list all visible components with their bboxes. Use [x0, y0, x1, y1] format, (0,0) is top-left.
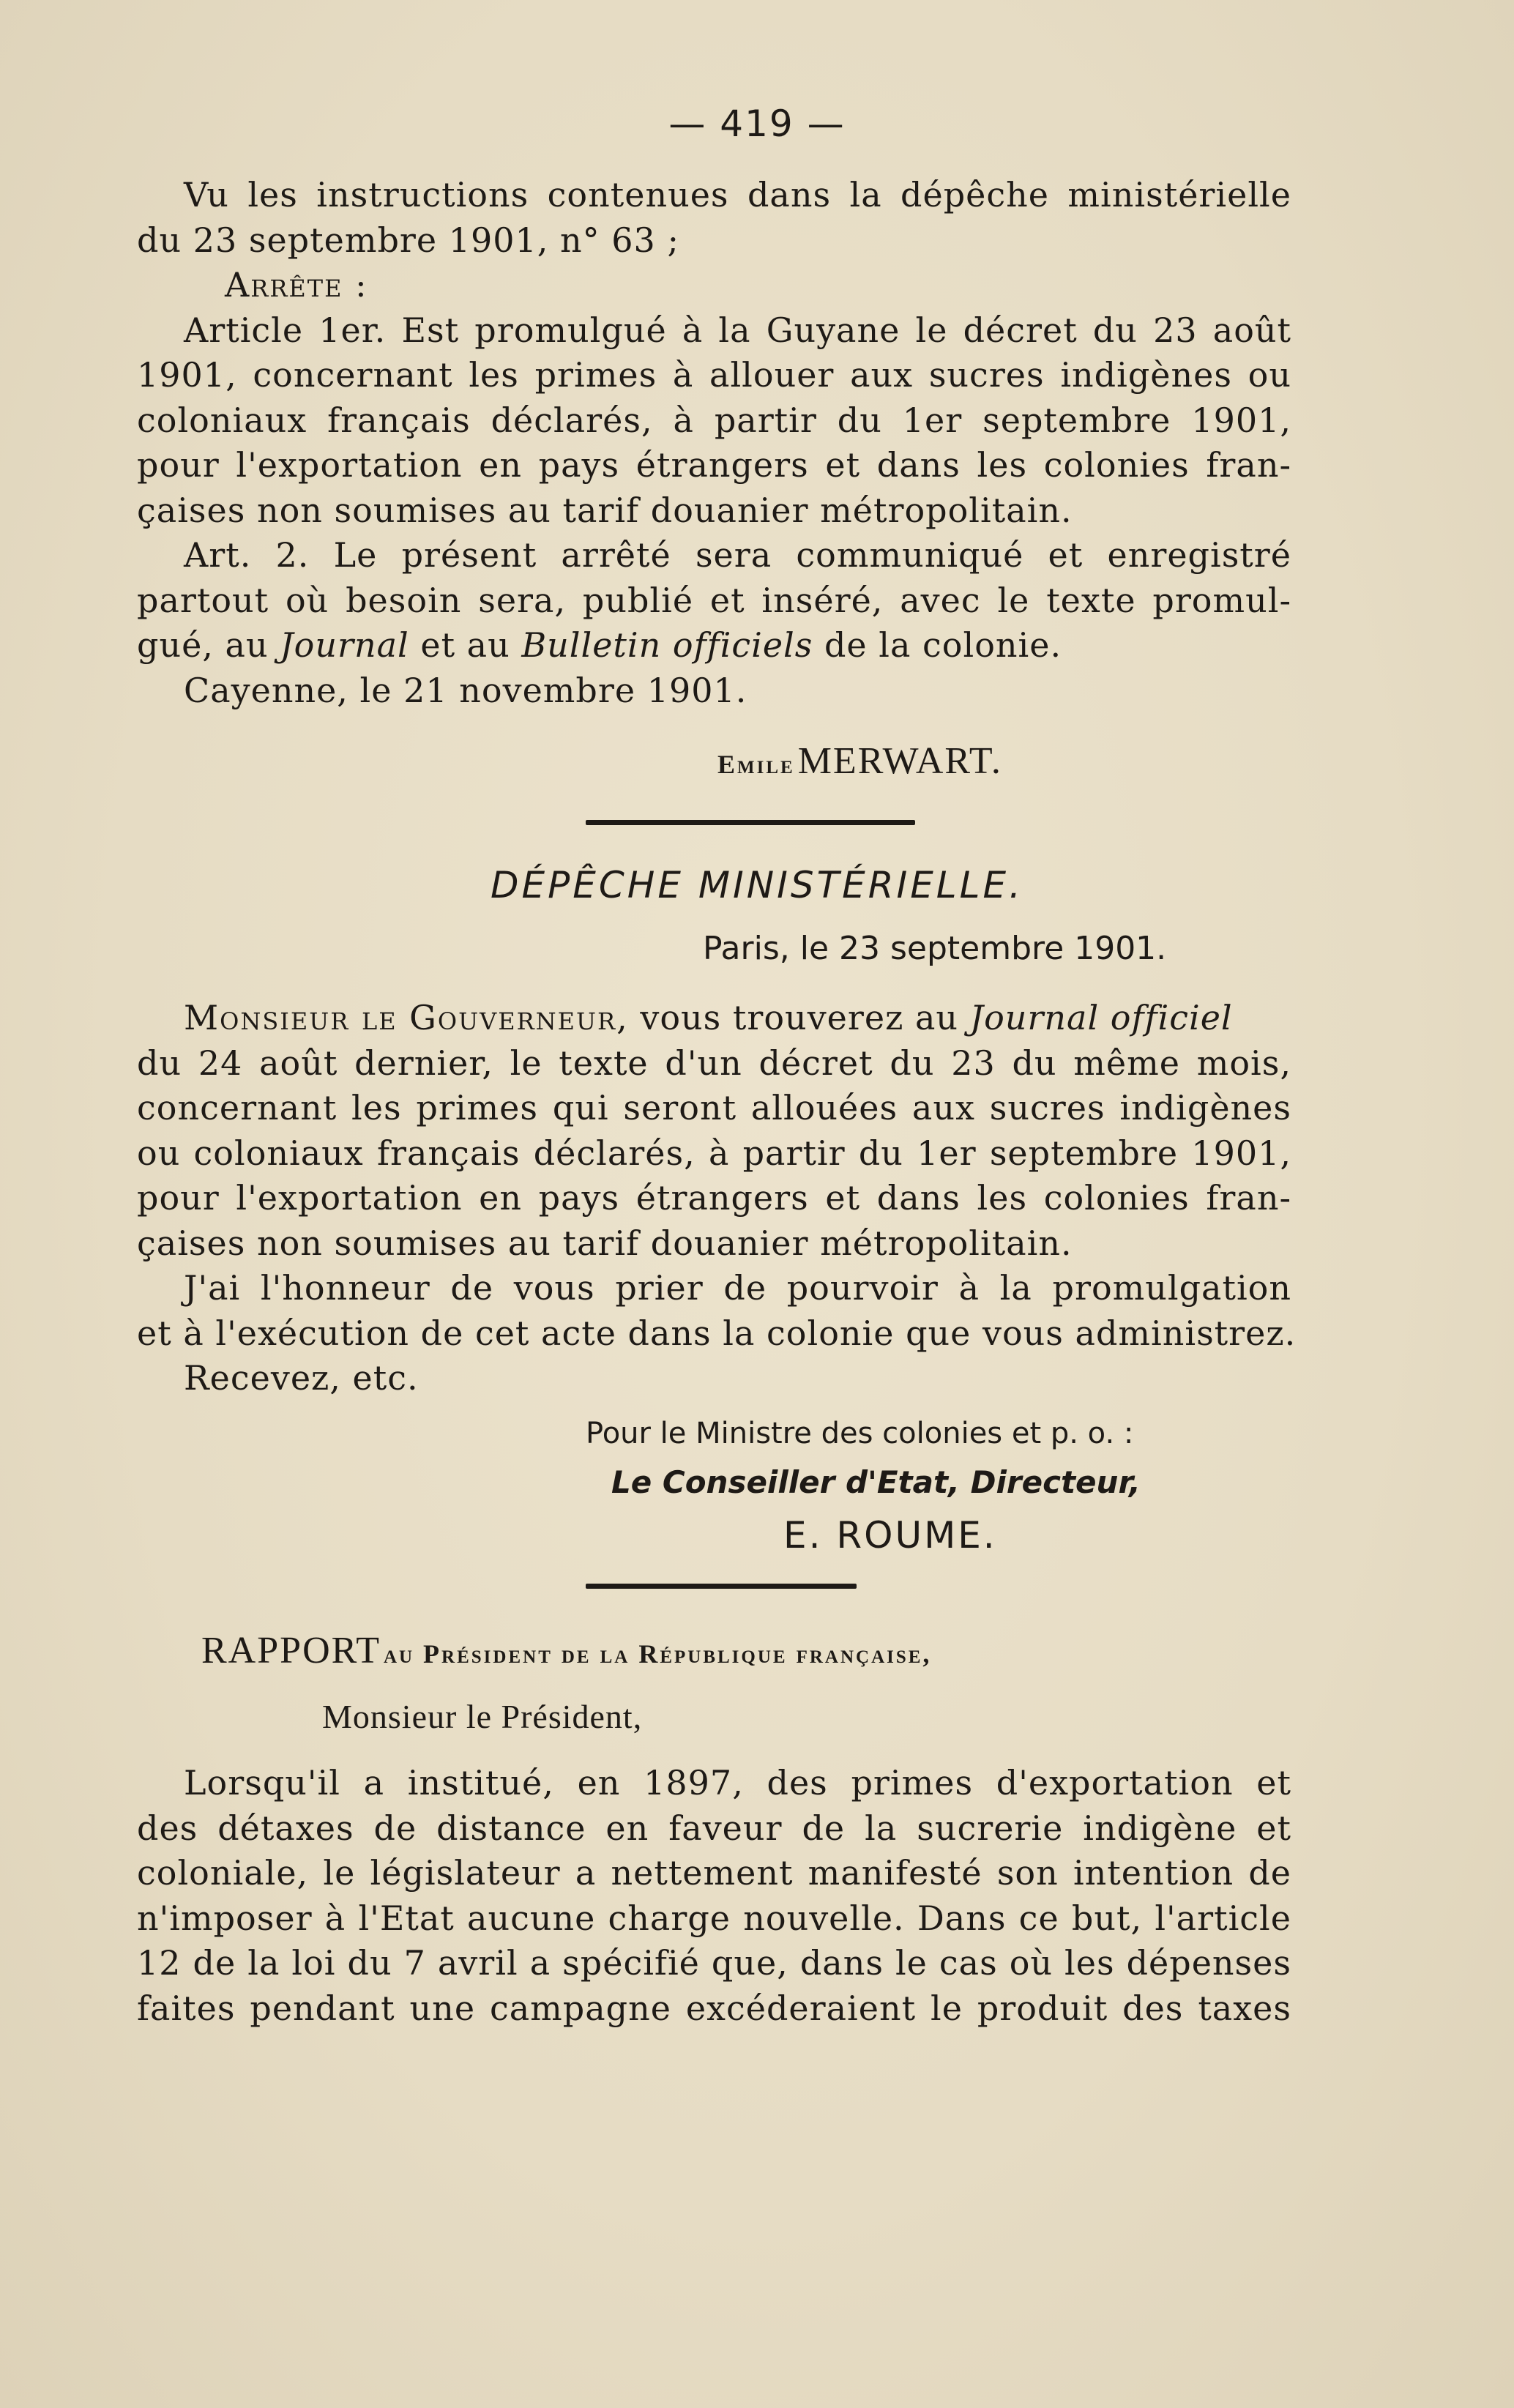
journal-officiel-title: Journal officiel [969, 998, 1233, 1037]
text-line: et à l'exécution de cet acte dans la colonie que vous administrez. [137, 1313, 1297, 1353]
text-line [137, 996, 1291, 1041]
depeche-body [137, 996, 1297, 1401]
text-line: ou coloniaux français déclarés, à partir du 1er septembre 1901, [137, 1133, 1291, 1173]
arrete-section [137, 173, 1291, 713]
text-line: Lorsqu'il a institué, en 1897, des primes d'exportation et [184, 1763, 1291, 1803]
bulletin-title: Bulletin officiels [521, 625, 813, 665]
rapport-body [137, 1761, 1291, 2031]
text-line: du 24 août dernier, le texte d'un décret du 23 du même mois, [137, 1043, 1291, 1083]
arrete-heading: Arrête : [225, 265, 368, 305]
signature-first-name: Emile [717, 750, 795, 779]
text-line: faites pendant une campagne excéderaient le produit des taxes [137, 1988, 1291, 2028]
text-line: 12 de la loi du 7 avril a spécifié que, dans le cas où les dépenses [137, 1943, 1291, 1983]
text-line: pour l'exportation en pays étrangers et dans les colonies fran- [137, 1178, 1291, 1218]
rapport-heading-big: RAPPORT [201, 1630, 381, 1671]
text-line: Art. 2. Le présent arrêté sera communiqué et enregistré [184, 535, 1291, 575]
depeche-sign-line2: Le Conseiller d'Etat, Directeur, [611, 1464, 1141, 1500]
separator-rule [586, 1584, 857, 1589]
text-fragment: de la colonie. [813, 625, 1062, 665]
text-line: n'imposer à l'Etat aucune charge nouvelle. Dans ce but, l'article [137, 1898, 1291, 1938]
text-line: pour l'exportation en pays étrangers et dans les colonies fran- [137, 445, 1291, 485]
depeche-sign-line1: Pour le Ministre des colonies et p. o. : [586, 1417, 1134, 1450]
text-line: coloniale, le législateur a nettement manifesté son intention de [137, 1853, 1291, 1893]
journal-title: Journal [280, 625, 409, 665]
text-line: çaises non soumises au tarif douanier métropolitain. [137, 1223, 1073, 1263]
rapport-salutation: Monsieur le Président, [322, 1698, 643, 1735]
text-line: du 23 septembre 1901, n° 63 ; [137, 220, 679, 260]
page-number: — 419 — [668, 102, 846, 145]
place-date: Cayenne, le 21 novembre 1901. [184, 670, 747, 710]
rapport-heading-rest: au Président de la République française, [383, 1639, 932, 1669]
depeche-date: Paris, le 23 septembre 1901. [703, 930, 1167, 967]
signature-last-name: MERWART. [797, 740, 1002, 782]
separator-rule [586, 820, 915, 825]
text-fragment: gué, au [137, 625, 280, 665]
text-line: coloniaux français déclarés, à partir du 1er septembre 1901, [137, 400, 1291, 440]
rapport-heading [201, 1629, 931, 1672]
depeche-salutation: Monsieur le Gouverneur, [184, 998, 629, 1037]
text-fragment: vous trouverez au [628, 998, 970, 1037]
text-line: des détaxes de distance en faveur de la sucrerie indigène et [137, 1808, 1291, 1848]
depeche-closing: Recevez, etc. [184, 1358, 419, 1398]
text-line: çaises non soumises au tarif douanier métropolitain. [137, 490, 1073, 530]
text-line [137, 623, 1291, 668]
depeche-title: DÉPÊCHE MINISTÉRIELLE. [490, 864, 1023, 906]
text-fragment: et au [409, 625, 522, 665]
text-line: partout où besoin sera, publié et inséré, avec le texte promul- [137, 580, 1291, 620]
depeche-sign-roume: E. ROUME. [783, 1514, 997, 1557]
signature-merwart [717, 739, 1002, 783]
text-line: Vu les instructions contenues dans la dépêche ministérielle [184, 175, 1291, 215]
text-line: J'ai l'honneur de vous prier de pourvoir à la promulgation [184, 1268, 1291, 1308]
text-line: 1901, concernant les primes à allouer aux sucres indigènes ou [137, 355, 1291, 395]
text-line: concernant les primes qui seront allouées aux sucres indigènes [137, 1088, 1291, 1127]
text-line: Article 1er. Est promulgué à la Guyane le décret du 23 août [184, 310, 1291, 350]
